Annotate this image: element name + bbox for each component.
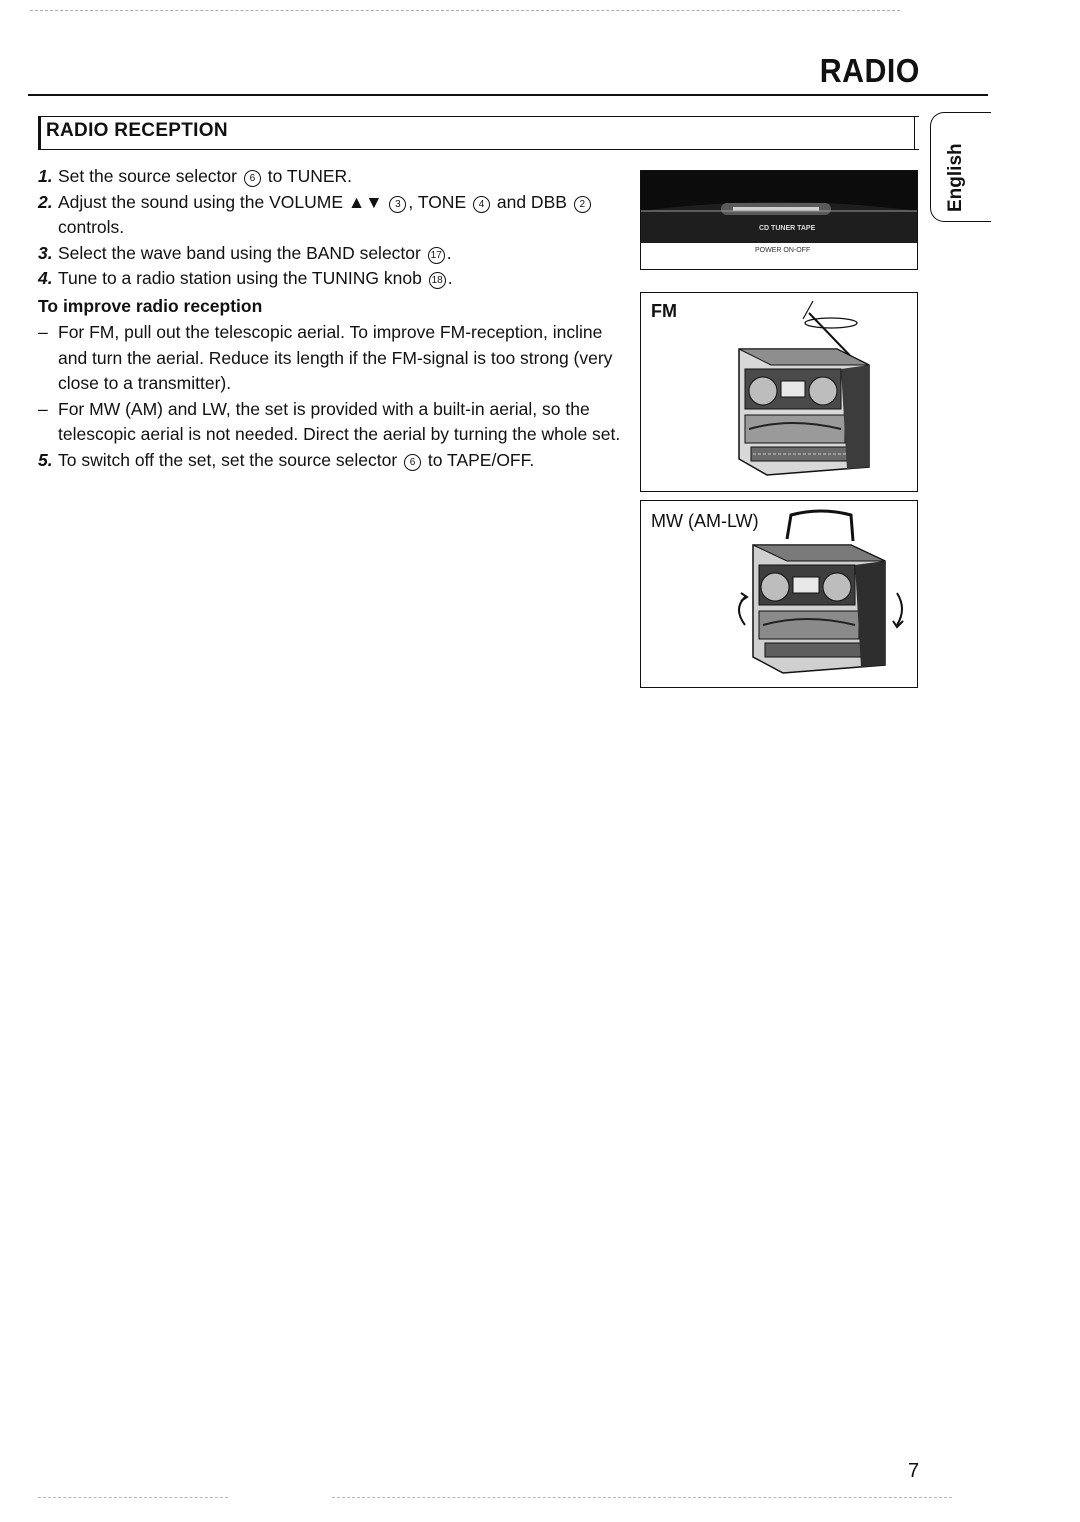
figure-fm <box>640 292 918 492</box>
instructions <box>38 164 630 473</box>
title-rule <box>28 94 988 96</box>
scan-artifact-bottom-right <box>332 1497 952 1498</box>
improve-heading: To improve radio reception <box>38 295 263 316</box>
language-tab-label: English <box>945 143 966 212</box>
fm-radio-illustration <box>641 293 917 491</box>
bullet-mw: – For MW (AM) and LW, the set is provided with a built-in aerial, so the telescopic aerial is not needed. Direct the aerial by turning the whole set. <box>38 398 621 444</box>
control-number-3: 3 <box>389 196 406 213</box>
section-box-edge <box>914 116 915 150</box>
step-3: 3. Select the wave band using the BAND selector 17 . <box>38 242 452 263</box>
mw-label: MW (AM-LW) <box>651 511 759 531</box>
control-number-6: 6 <box>404 454 421 471</box>
scan-artifact-top <box>30 10 900 17</box>
control-number-17: 17 <box>428 247 445 264</box>
control-number-18: 18 <box>429 272 446 289</box>
section-title: RADIO RECEPTION <box>46 120 228 141</box>
control-number-4: 4 <box>473 196 490 213</box>
figure-top-panel <box>640 170 918 270</box>
page-title: RADIO <box>819 52 920 89</box>
step-4: 4. Tune to a radio station using the TUNING knob 18 . <box>38 268 453 288</box>
control-number-2: 2 <box>574 196 591 213</box>
bullet-fm: – For FM, pull out the telescopic aerial. To improve FM-reception, incline and turn the aerial. Reduce its length if the FM-signal is too strong (very close to a transmitter). <box>38 322 613 393</box>
step-2: 2. Adjust the sound using the VOLUME ▲▼ 3 , TONE 4 and DBB 2 controls. <box>38 190 630 241</box>
page-number: 7 <box>908 1460 920 1482</box>
tuner-tape-label: CD TUNER TAPE <box>759 225 816 232</box>
step-1: 1. Set the source selector 6 to TUNER. <box>38 166 353 186</box>
top-panel-illustration <box>641 171 917 269</box>
control-number-6: 6 <box>244 170 261 187</box>
step-5: 5. To switch off the set, set the source selector 6 to TAPE/OFF. <box>38 449 535 470</box>
figure-mw <box>640 500 918 688</box>
power-label: POWER ON-OFF <box>755 247 811 254</box>
scan-artifact-bottom-left <box>38 1497 228 1498</box>
fm-label: FM <box>651 301 677 321</box>
mw-radio-illustration <box>641 501 917 687</box>
